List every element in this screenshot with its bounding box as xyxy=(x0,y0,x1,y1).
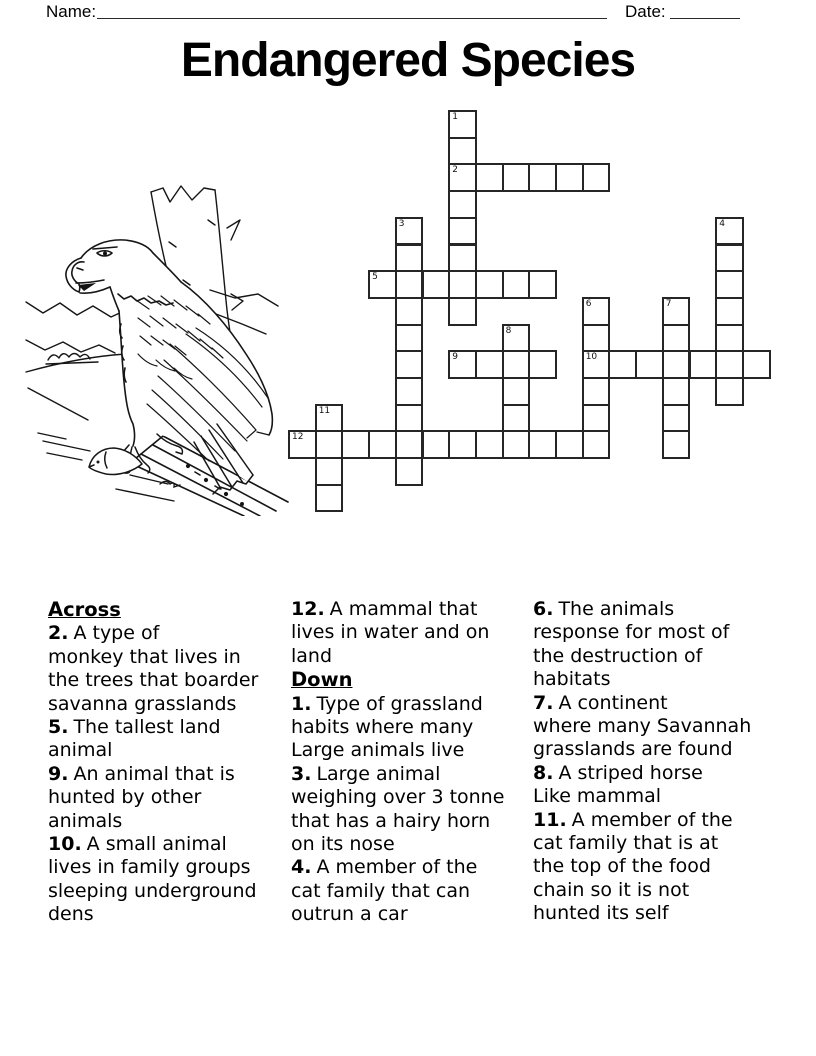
grid-cell[interactable] xyxy=(448,163,477,192)
grid-cell[interactable] xyxy=(742,350,771,379)
clue-line: cat family that is at xyxy=(533,832,719,855)
clue-line: chain so it is not xyxy=(533,878,690,901)
clue-number: 1. xyxy=(291,692,312,715)
grid-cell[interactable] xyxy=(395,430,424,459)
grid-cell[interactable] xyxy=(662,404,691,433)
clue-line: 7. A continent xyxy=(533,691,668,714)
grid-cell[interactable] xyxy=(715,270,744,299)
grid-cell[interactable] xyxy=(582,163,611,192)
grid-cell[interactable] xyxy=(715,324,744,353)
grid-cell[interactable] xyxy=(582,297,611,326)
clues-heading-label: Across xyxy=(48,598,121,621)
clue-number: 8. xyxy=(533,761,554,784)
clue-line: hunted its self xyxy=(533,902,669,925)
clue-line: 6. The animals xyxy=(533,598,675,620)
clue-line: sleeping underground xyxy=(48,879,257,902)
grid-cell[interactable] xyxy=(715,217,744,246)
grid-cell[interactable] xyxy=(662,350,691,379)
clue-line: the destruction of xyxy=(533,644,703,667)
grid-cell-number: 2 xyxy=(452,165,458,176)
grid-cell[interactable] xyxy=(395,457,424,486)
clues-heading xyxy=(48,598,294,622)
date-input-line[interactable] xyxy=(670,2,740,19)
clues-column-1 xyxy=(48,598,294,927)
grid-cell[interactable] xyxy=(528,270,557,299)
grid-cell[interactable] xyxy=(582,404,611,433)
clue-line: Like mammal xyxy=(533,785,662,808)
clue-number: 10. xyxy=(48,833,82,856)
clue-line: 2. A type of xyxy=(48,622,160,645)
clues-heading xyxy=(291,668,537,692)
grid-cell[interactable] xyxy=(448,350,477,379)
clues-column-2 xyxy=(291,598,537,927)
fish-lines xyxy=(89,448,142,475)
clue-line: 3. Large animal xyxy=(291,762,441,785)
clue-number: 9. xyxy=(48,762,69,785)
grid-cell[interactable] xyxy=(555,163,584,192)
grid-cell[interactable] xyxy=(528,163,557,192)
grid-cell[interactable] xyxy=(502,404,531,433)
clue-line: where many Savannah xyxy=(533,715,752,738)
grid-cell[interactable] xyxy=(502,350,531,379)
grid-cell[interactable] xyxy=(582,430,611,459)
clue-line: 5. The tallest land xyxy=(48,716,221,739)
clue-line: on its nose xyxy=(291,833,395,856)
clue-line: 4. A member of the xyxy=(291,856,478,879)
grid-cell-number: 5 xyxy=(372,272,378,283)
clue-line: 1. Type of grassland xyxy=(291,692,483,715)
clue-line: habits where many xyxy=(291,716,474,739)
clue-line: habitats xyxy=(533,668,611,691)
grid-cell[interactable] xyxy=(662,297,691,326)
grid-cell[interactable] xyxy=(368,430,397,459)
grid-cell[interactable] xyxy=(502,324,531,353)
clue-line: land xyxy=(291,644,333,667)
name-input-line[interactable] xyxy=(97,2,607,19)
grid-cell[interactable] xyxy=(395,270,424,299)
clues-column-3 xyxy=(533,598,779,926)
clue-line: response for most of xyxy=(533,621,730,644)
grid-cell[interactable] xyxy=(635,350,664,379)
grid-cell-number: 11 xyxy=(318,405,331,416)
clue-line: 10. A small animal xyxy=(48,833,227,856)
grid-cell[interactable] xyxy=(502,430,531,459)
grid-cell[interactable] xyxy=(582,324,611,353)
grid-cell[interactable] xyxy=(502,377,531,406)
clue-line: monkey that lives in xyxy=(48,645,241,668)
clue-number: 4. xyxy=(291,856,312,879)
grid-cell[interactable] xyxy=(662,430,691,459)
grid-cell[interactable] xyxy=(422,270,451,299)
clue-line: lives in family groups xyxy=(48,856,251,879)
grid-cell[interactable] xyxy=(475,163,504,192)
clue-line: 9. An animal that is xyxy=(48,762,235,785)
grid-cell[interactable] xyxy=(448,244,477,273)
grid-cell[interactable] xyxy=(395,324,424,353)
grid-cell[interactable] xyxy=(395,404,424,433)
grid-cell[interactable] xyxy=(315,430,344,459)
grid-cell[interactable] xyxy=(582,377,611,406)
grid-cell[interactable] xyxy=(715,297,744,326)
clue-line: dens xyxy=(48,903,94,926)
clue-number: 5. xyxy=(48,716,69,739)
grid-cell[interactable] xyxy=(475,350,504,379)
grid-cell[interactable] xyxy=(475,430,504,459)
grid-cell[interactable] xyxy=(315,484,344,513)
grid-cell[interactable] xyxy=(502,163,531,192)
grid-cell-number: 1 xyxy=(452,112,458,122)
clue-line: grasslands are found xyxy=(533,738,733,761)
clue-number: 12. xyxy=(291,598,325,620)
grid-cell-number: 9 xyxy=(452,352,458,363)
grid-cell-number: 7 xyxy=(665,298,672,309)
grid-cell[interactable] xyxy=(448,137,477,166)
grid-cell[interactable] xyxy=(662,324,691,353)
eagle-illustration xyxy=(20,184,292,516)
grid-cell[interactable] xyxy=(715,377,744,406)
grid-cell-number: 8 xyxy=(505,325,512,336)
clue-line: 12. A mammal that xyxy=(291,598,478,620)
grid-cell-number: 10 xyxy=(585,352,598,363)
grid-cell-number: 3 xyxy=(398,218,405,229)
grid-cell[interactable] xyxy=(448,217,477,246)
grid-cell[interactable] xyxy=(608,350,637,379)
grid-cell[interactable] xyxy=(395,377,424,406)
grid-cell[interactable] xyxy=(582,350,611,379)
clue-line: animals xyxy=(48,809,123,832)
grid-cell[interactable] xyxy=(395,244,424,273)
date-label: Date: xyxy=(625,2,666,21)
clue-line: weighing over 3 tonne xyxy=(291,786,505,809)
grid-cell[interactable] xyxy=(422,430,451,459)
grid-cell[interactable] xyxy=(448,190,477,219)
grid-cell[interactable] xyxy=(715,244,744,273)
grid-cell[interactable] xyxy=(315,404,344,433)
clue-line: 8. A striped horse xyxy=(533,761,703,784)
grid-cell[interactable] xyxy=(448,430,477,459)
grid-cell[interactable] xyxy=(715,350,744,379)
grid-cell[interactable] xyxy=(528,350,557,379)
grid-cell[interactable] xyxy=(528,430,557,459)
grid-cell[interactable] xyxy=(368,270,397,299)
clue-line: hunted by other xyxy=(48,786,202,809)
clue-line: cat family that can xyxy=(291,879,471,902)
clue-number: 7. xyxy=(533,691,554,714)
clue-number: 6. xyxy=(533,598,554,620)
clue-line: animal xyxy=(48,739,113,762)
grid-cell[interactable] xyxy=(395,297,424,326)
grid-cell[interactable] xyxy=(288,430,317,459)
grid-cell-number: 4 xyxy=(719,218,725,229)
grid-cell[interactable] xyxy=(341,430,370,459)
eagle-body-silhouette xyxy=(66,240,272,482)
grid-cell[interactable] xyxy=(448,110,477,139)
grid-cell[interactable] xyxy=(689,350,718,379)
grid-cell[interactable] xyxy=(475,270,504,299)
clue-line: that has a hairy horn xyxy=(291,809,491,832)
name-label: Name: xyxy=(46,2,97,21)
clue-line: Large animals live xyxy=(291,739,465,762)
grid-cell[interactable] xyxy=(395,350,424,379)
grid-cell-number: 12 xyxy=(292,432,304,443)
grid-cell-number: 6 xyxy=(585,298,592,309)
clue-number: 2. xyxy=(48,622,69,645)
clue-line: 11. A member of the xyxy=(533,808,733,831)
grid-cell[interactable] xyxy=(315,457,344,486)
grid-cell[interactable] xyxy=(395,217,424,246)
clue-number: 3. xyxy=(291,762,312,785)
grid-cell[interactable] xyxy=(448,297,477,326)
clues-heading-label: Down xyxy=(291,668,353,692)
clue-line: the top of the food xyxy=(533,855,711,878)
page-title: Endangered Species xyxy=(180,34,636,87)
clue-line: lives in water and on xyxy=(291,621,490,644)
clue-line: outrun a car xyxy=(291,903,408,926)
grid-cell[interactable] xyxy=(555,430,584,459)
clue-line: the trees that boarder xyxy=(48,669,259,692)
grid-cell[interactable] xyxy=(502,270,531,299)
grid-cell[interactable] xyxy=(662,377,691,406)
clue-number: 11. xyxy=(533,808,567,831)
grid-cell[interactable] xyxy=(448,270,477,299)
clue-line: savanna grasslands xyxy=(48,692,237,715)
